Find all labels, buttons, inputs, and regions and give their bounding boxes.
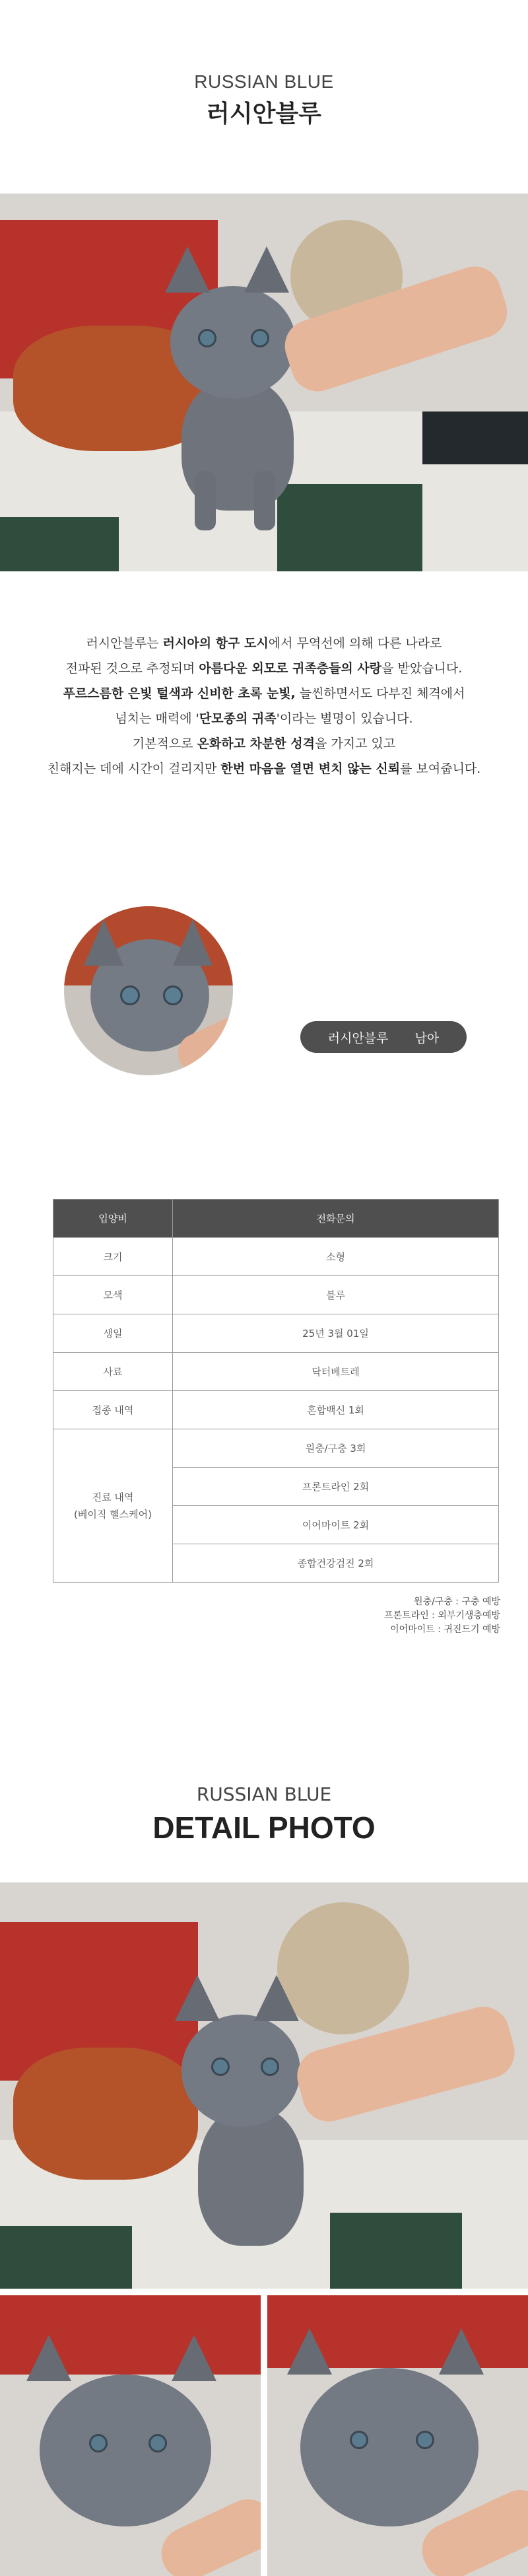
description-line	[26, 756, 502, 781]
description-text: '이라는 별명이 있습니다.	[276, 711, 413, 726]
description-highlight: 온화하고 차분한 성격	[197, 736, 315, 751]
breed-description	[26, 631, 502, 781]
table-row	[53, 1353, 499, 1391]
detail-subtitle: RUSSIAN BLUE	[196, 1783, 332, 1805]
description-highlight: 푸르스름한 은빛 털색과 신비한 초록 눈빛,	[63, 686, 296, 701]
description-text: 에서 무역선에 의해 다른 나라로	[268, 636, 442, 651]
table-header-row	[53, 1199, 499, 1238]
description-text: 친해지는 데에 시간이 걸리지만	[47, 762, 221, 776]
profile-breed: 러시안블루	[327, 1030, 389, 1046]
row-label: 생일	[53, 1314, 173, 1353]
description-text: 를 보여줍니다.	[400, 762, 481, 776]
row-label: 모색	[53, 1276, 173, 1314]
row-label: 접종 내역	[53, 1391, 173, 1429]
medical-label-line2: (베이직 헬스케어)	[74, 1508, 152, 1521]
footnote: 프론트라인 : 외부기생충예방	[384, 1610, 500, 1621]
table-row	[53, 1314, 499, 1353]
profile-sex: 남아	[414, 1030, 440, 1046]
medical-item: 프론트라인 2회	[173, 1468, 499, 1506]
detail-photo-main	[0, 1882, 528, 2289]
description-text: 을 받았습니다.	[381, 661, 463, 676]
row-value: 블루	[173, 1276, 499, 1314]
row-label: 크기	[53, 1238, 173, 1276]
medical-label-line1: 진료 내역	[92, 1491, 134, 1503]
description-highlight: 러시아의 항구 도시	[162, 636, 269, 651]
row-value: 혼합백신 1회	[173, 1391, 499, 1429]
profile-photo	[64, 906, 233, 1075]
description-line	[26, 681, 502, 706]
table-row	[53, 1429, 499, 1468]
info-table	[53, 1199, 499, 1583]
table-row	[53, 1276, 499, 1314]
detail-photo-left	[0, 2295, 261, 2576]
description-line	[26, 731, 502, 756]
profile-badge	[300, 1021, 467, 1053]
breed-english-title: RUSSIAN BLUE	[194, 71, 334, 92]
footnote: 원충/구충 : 구충 예방	[414, 1596, 500, 1607]
description-text: 기본적으로	[132, 736, 197, 751]
medical-item: 이어마이트 2회	[173, 1506, 499, 1544]
row-value: 25년 3월 01일	[173, 1314, 499, 1353]
footnotes	[384, 1595, 500, 1637]
table-row	[53, 1238, 499, 1276]
detail-photo-right	[267, 2295, 528, 2576]
breed-korean-title: 러시안블루	[207, 100, 321, 127]
medical-item: 종합건강검진 2회	[173, 1544, 499, 1583]
adoption-fee-label: 입양비	[53, 1199, 173, 1238]
hero-photo	[0, 194, 528, 571]
description-text: 넘치는 매력에 '	[115, 711, 199, 726]
description-line	[26, 631, 502, 656]
medical-item: 원충/구충 3회	[173, 1429, 499, 1468]
description-text: 러시안블루는	[86, 636, 163, 651]
description-text: 전파된 것으로 추정되며	[65, 661, 199, 676]
row-value: 닥터베트레	[173, 1353, 499, 1391]
medical-label	[53, 1429, 173, 1583]
description-line	[26, 706, 502, 731]
footnote: 이어마이트 : 귀진드기 예방	[390, 1624, 500, 1635]
description-highlight: 단모종의 귀족	[199, 711, 277, 726]
detail-title: DETAIL PHOTO	[152, 1810, 376, 1845]
description-line	[26, 656, 502, 681]
description-text: 늘씬하면서도 다부진 체격에서	[295, 686, 465, 701]
row-value: 소형	[173, 1238, 499, 1276]
description-highlight: 아름다운 외모로 귀족층들의 사랑	[199, 661, 382, 676]
description-text: 을 가지고 있고	[315, 736, 396, 751]
adoption-fee-value: 전화문의	[173, 1199, 499, 1238]
description-highlight: 한번 마음을 열면 변치 않는 신뢰	[220, 762, 401, 776]
row-label: 사료	[53, 1353, 173, 1391]
table-row	[53, 1391, 499, 1429]
